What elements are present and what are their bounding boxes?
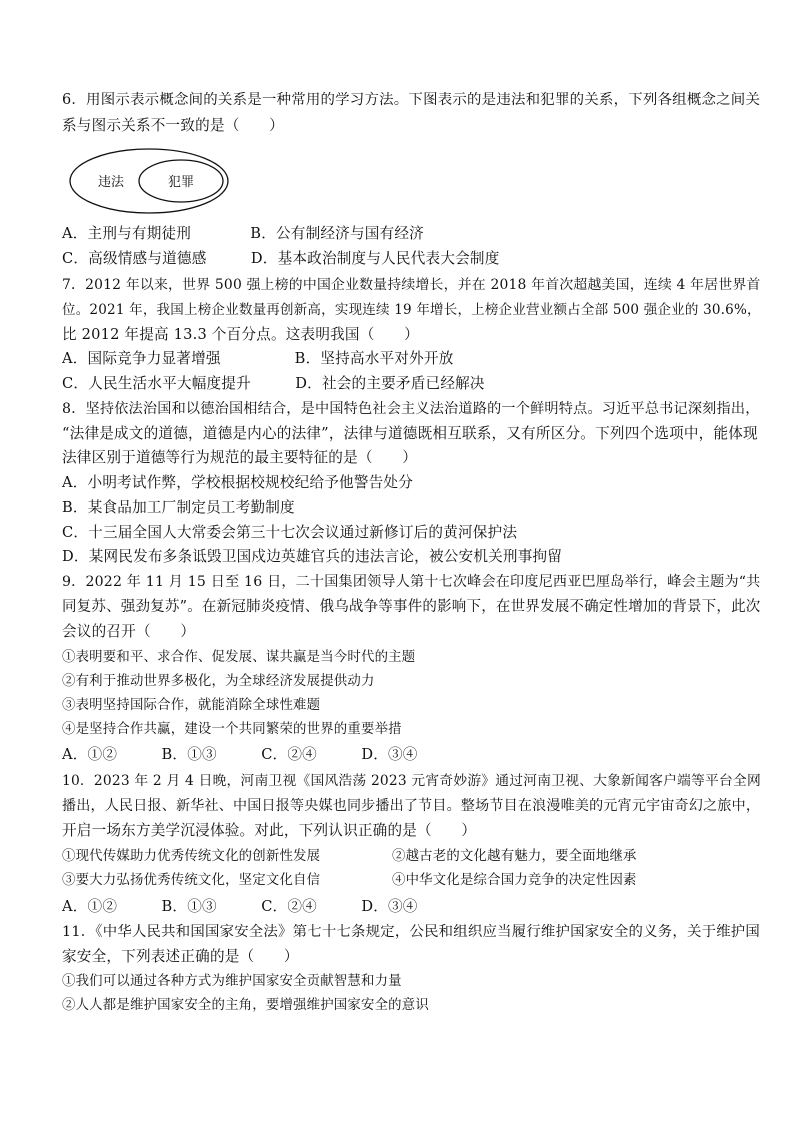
q8-stem-line1: 8．坚持依法治国和以德治国相结合，是中国特色社会主义法治道路的一个鲜明特点。习近平总书记深刻指出， xyxy=(62,401,760,417)
q8-option-a: A．小明考试作弊，学校根据校规校纪给予他警告处分 xyxy=(62,474,413,491)
q7-stem-line2: 位。2021 年，我国上榜企业数量再创新高，实现连续 19 年增长，上榜企业营业额占全部 500 强企业的 30.6%， xyxy=(62,302,761,318)
q8-stem-line2: “法律是成文的道德，道德是内心的法律”，法律与道德既相互联系，又有所区分。下列四个选项中，能体现 xyxy=(62,425,758,442)
q8-option-b: B．某食品加工厂制定员工考勤制度 xyxy=(62,499,295,516)
inner-label: 犯罪 xyxy=(168,175,195,190)
q7-options-row2: C．人民生活水平大幅度提升 D．社会的主要矛盾已经解决 xyxy=(62,375,485,392)
q11-stem-line2: 家安全，下列表述正确的是（ ） xyxy=(62,948,299,965)
q6-stem-line2: 系与图示关系不一致的是（ ） xyxy=(62,117,284,134)
q10-item-2: ②越古老的文化越有魅力，要全面地继承 xyxy=(392,849,637,864)
q8-option-d: D．某网民发布多条诋毁卫国戍边英雄官兵的违法言论，被公安机关刑事拘留 xyxy=(62,548,563,565)
outer-ellipse xyxy=(70,149,228,213)
q9-stem-line2: 同复苏、强劲复苏”。在新冠肺炎疫情、俄乌战争等事件的影响下，在世界发展不确定性增加的背景下，此次 xyxy=(62,599,761,615)
q10-item-4: ④中华文化是综合国力竞争的决定性因素 xyxy=(392,873,637,888)
q7-options-row1: A．国际竞争力显著增强 B．坚持高水平对外开放 xyxy=(62,350,454,367)
q11-stem-line1: 11．《中华人民共和国国家安全法》第七十七条规定，公民和组织应当履行维护国家安全的义务，关于维护国 xyxy=(62,924,761,940)
q11-item-1: ①我们可以通过各种方式为维护国家安全贡献智慧和力量 xyxy=(62,974,402,989)
q9-item-4: ④是坚持合作共赢，建设一个共同繁荣的世界的重要举措 xyxy=(62,722,402,737)
q9-item-1: ①表明要和平、求合作、促发展、谋共赢是当今时代的主题 xyxy=(62,650,416,665)
q11-item-2: ②人人都是维护国家安全的主角，要增强维护国家安全的意识 xyxy=(62,998,429,1013)
q7-stem-line3: 比 2012 年提高 13.3 个百分点。这表明我国（ ） xyxy=(62,326,419,343)
q6-options-row1: A．主刑与有期徒刑 B．公有制经济与国有经济 xyxy=(62,225,424,242)
q9-item-3: ③表明坚持国际合作，就能消除全球性难题 xyxy=(62,698,321,713)
outer-label: 违法 xyxy=(98,175,125,190)
q10-item-1: ①现代传媒助力优秀传统文化的创新性发展 xyxy=(62,849,321,864)
q10-stem-line3: 开启一场东方美学沉浸体验。对此，下列认识正确的是（ ） xyxy=(62,822,477,839)
q9-item-2: ②有利于推动世界多极化，为全球经济发展提供动力 xyxy=(62,674,375,689)
q10-stem-line2: 播出，人民日报、新华社、中国日报等央媒也同步播出了节目。整场节目在浪漫唯美的元宵元宇宙奇幻之旅中， xyxy=(62,798,761,814)
venn-svg xyxy=(68,146,230,216)
q10-item-3: ③要大力弘扬优秀传统文化，坚定文化自信 xyxy=(62,873,321,888)
q10-options: A．①② B．①③ C．②④ D．③④ xyxy=(62,898,418,915)
q8-option-c: C．十三届全国人大常委会第三十七次会议通过新修订后的黄河保护法 xyxy=(62,524,518,541)
q6-stem-line1: 6．用图示表示概念间的关系是一种常用的学习方法。下图表示的是违法和犯罪的关系，下列各组概念之间关 xyxy=(62,92,761,108)
q6-venn-diagram xyxy=(68,146,230,216)
q9-stem-line3: 会议的召开（ ） xyxy=(62,623,196,640)
q6-options-row2: C．高级情感与道德感 D．基本政治制度与人民代表大会制度 xyxy=(62,250,500,267)
q9-options: A．①② B．①③ C．②④ D．③④ xyxy=(62,746,418,763)
q7-stem-line1: 7．2012 年以来，世界 500 强上榜的中国企业数量持续增长，并在 2018 年首次超越美国，连续 4 年居世界首 xyxy=(62,277,761,293)
q10-stem-line1: 10．2023 年 2 月 4 日晚，河南卫视《国风浩荡 2023 元宵奇妙游》通过河南卫视、大象新闻客户端等平台全网 xyxy=(62,773,761,789)
q8-stem-line3: 法律区别于道德等行为规范的最主要特征的是（ ） xyxy=(62,449,418,466)
q9-stem-line1: 9．2022 年 11 月 15 日至 16 日，二十国集团领导人第十七次峰会在印度尼西亚巴厘岛举行，峰会主题为“共 xyxy=(62,574,761,590)
